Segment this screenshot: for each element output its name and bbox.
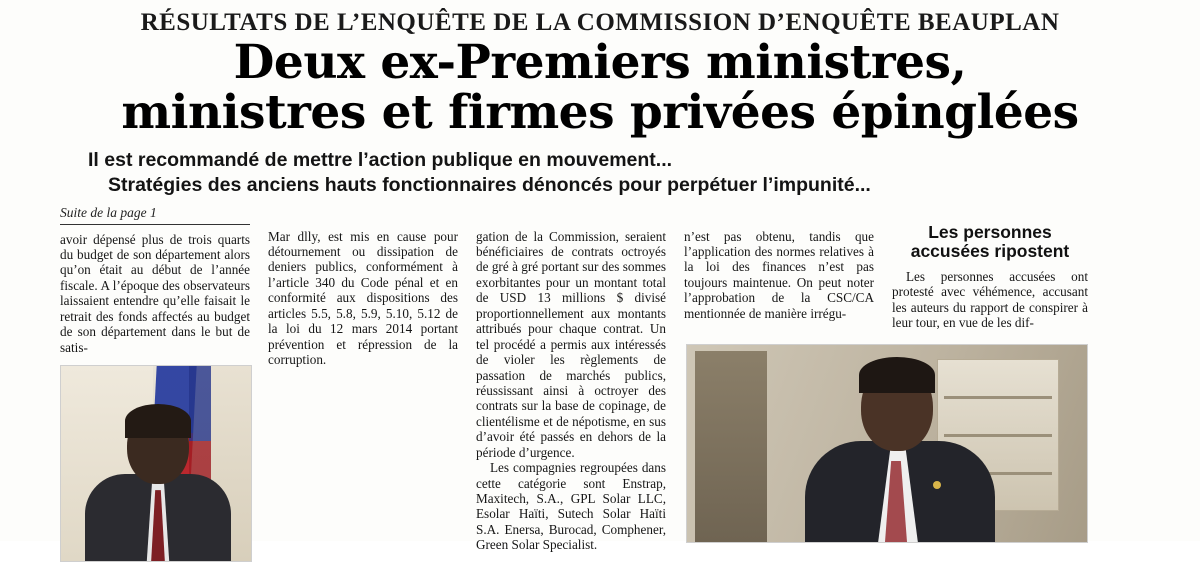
column-3: [476, 205, 666, 562]
paragraph: gation de la Commission, seraient bénéficiaires de contrats octroyés de gré à gré portant sur des sommes exorbitantes pour un montant total de USD 13 millions $ divisé proportionnellement aux montants attribués pour chaque contrat. Un tel procédé a permis aux intéressés de violer les règlements de passation de marchés publics, réussissant ainsi à octroyer des contrats sur la base de copinage, de clientélisme et de népotisme, en sus d’avoir été passés en dehors de la période d’urgence.: [476, 228, 666, 460]
paragraph: Les compagnies regroupées dans cette catégorie sont Enstrap, Maxitech, S.A., GPL Solar LLC, Esolar Haïti, Sutech Solar Haïti S.A. Enersa, Burocad, Comphener, Green Solar Specialist.: [476, 460, 666, 553]
sidebar-heading: [892, 223, 1088, 262]
headline-line-1: Deux ex-Premiers ministres,: [233, 35, 967, 91]
article-subheads: [88, 148, 1140, 199]
paragraph: n’est pas obtenu, tandis que l’application des normes relatives à la loi des finances n’est pas toujours maintenue. On peut noter l’approbation de la CSC/CA mentionnée de manière irrégu-: [684, 228, 874, 321]
subhead-line-1: Il est recommandé de mettre l’action publique en mouvement...: [88, 148, 673, 171]
subhead-line-2: Stratégies des anciens hauts fonctionnaires dénoncés pour perpétuer l’impunité...: [108, 174, 871, 197]
lapel-pin-icon: [933, 481, 941, 489]
paragraph: Mar dlly, est mis en cause pour détournement ou dissipation de deniers publics, conformément à l’article 340 du Code pénal et en conformité aux dispositions des articles 5.5, 5.8, 5.9, 5.10, 5.12 de la loi du 12 mars 2014 portant prévention et répression de la corruption.: [268, 228, 458, 368]
photo-man-left: [60, 365, 252, 562]
column-1: [60, 205, 250, 562]
portrait-hair: [859, 357, 935, 393]
portrait-figure: [805, 363, 995, 542]
paragraph: avoir dépensé plus de trois quarts du budget de son département alors qu’on était au début de l’année fiscale. A l’époque des observateurs laissaient entendre qu’elle faisait le retrait des fonds affectés au budget de son département dans le but de satis-: [60, 231, 250, 355]
portrait-hair: [125, 404, 191, 438]
page-title: [60, 35, 1140, 141]
portrait-figure: [83, 408, 233, 562]
photo-door: [695, 351, 767, 542]
sidebar-heading-line-2: accusées ripostent: [910, 241, 1070, 262]
paragraph: Les personnes accusées ont protesté avec véhémence, accusant les auteurs du rapport de conspirer à leur tour, en vue de les dif-: [892, 268, 1088, 331]
sidebar-heading-line-1: Les personnes: [928, 221, 1052, 242]
column-2: [268, 205, 458, 562]
article-kicker: RÉSULTATS DE L’ENQUÊTE DE LA COMMISSION D’ENQUÊTE BEAUPLAN: [140, 9, 1060, 36]
headline-line-2: ministres et firmes privées épinglées: [121, 85, 1079, 141]
photo-man-right: [686, 344, 1088, 543]
jump-line: Suite de la page 1: [60, 205, 250, 225]
